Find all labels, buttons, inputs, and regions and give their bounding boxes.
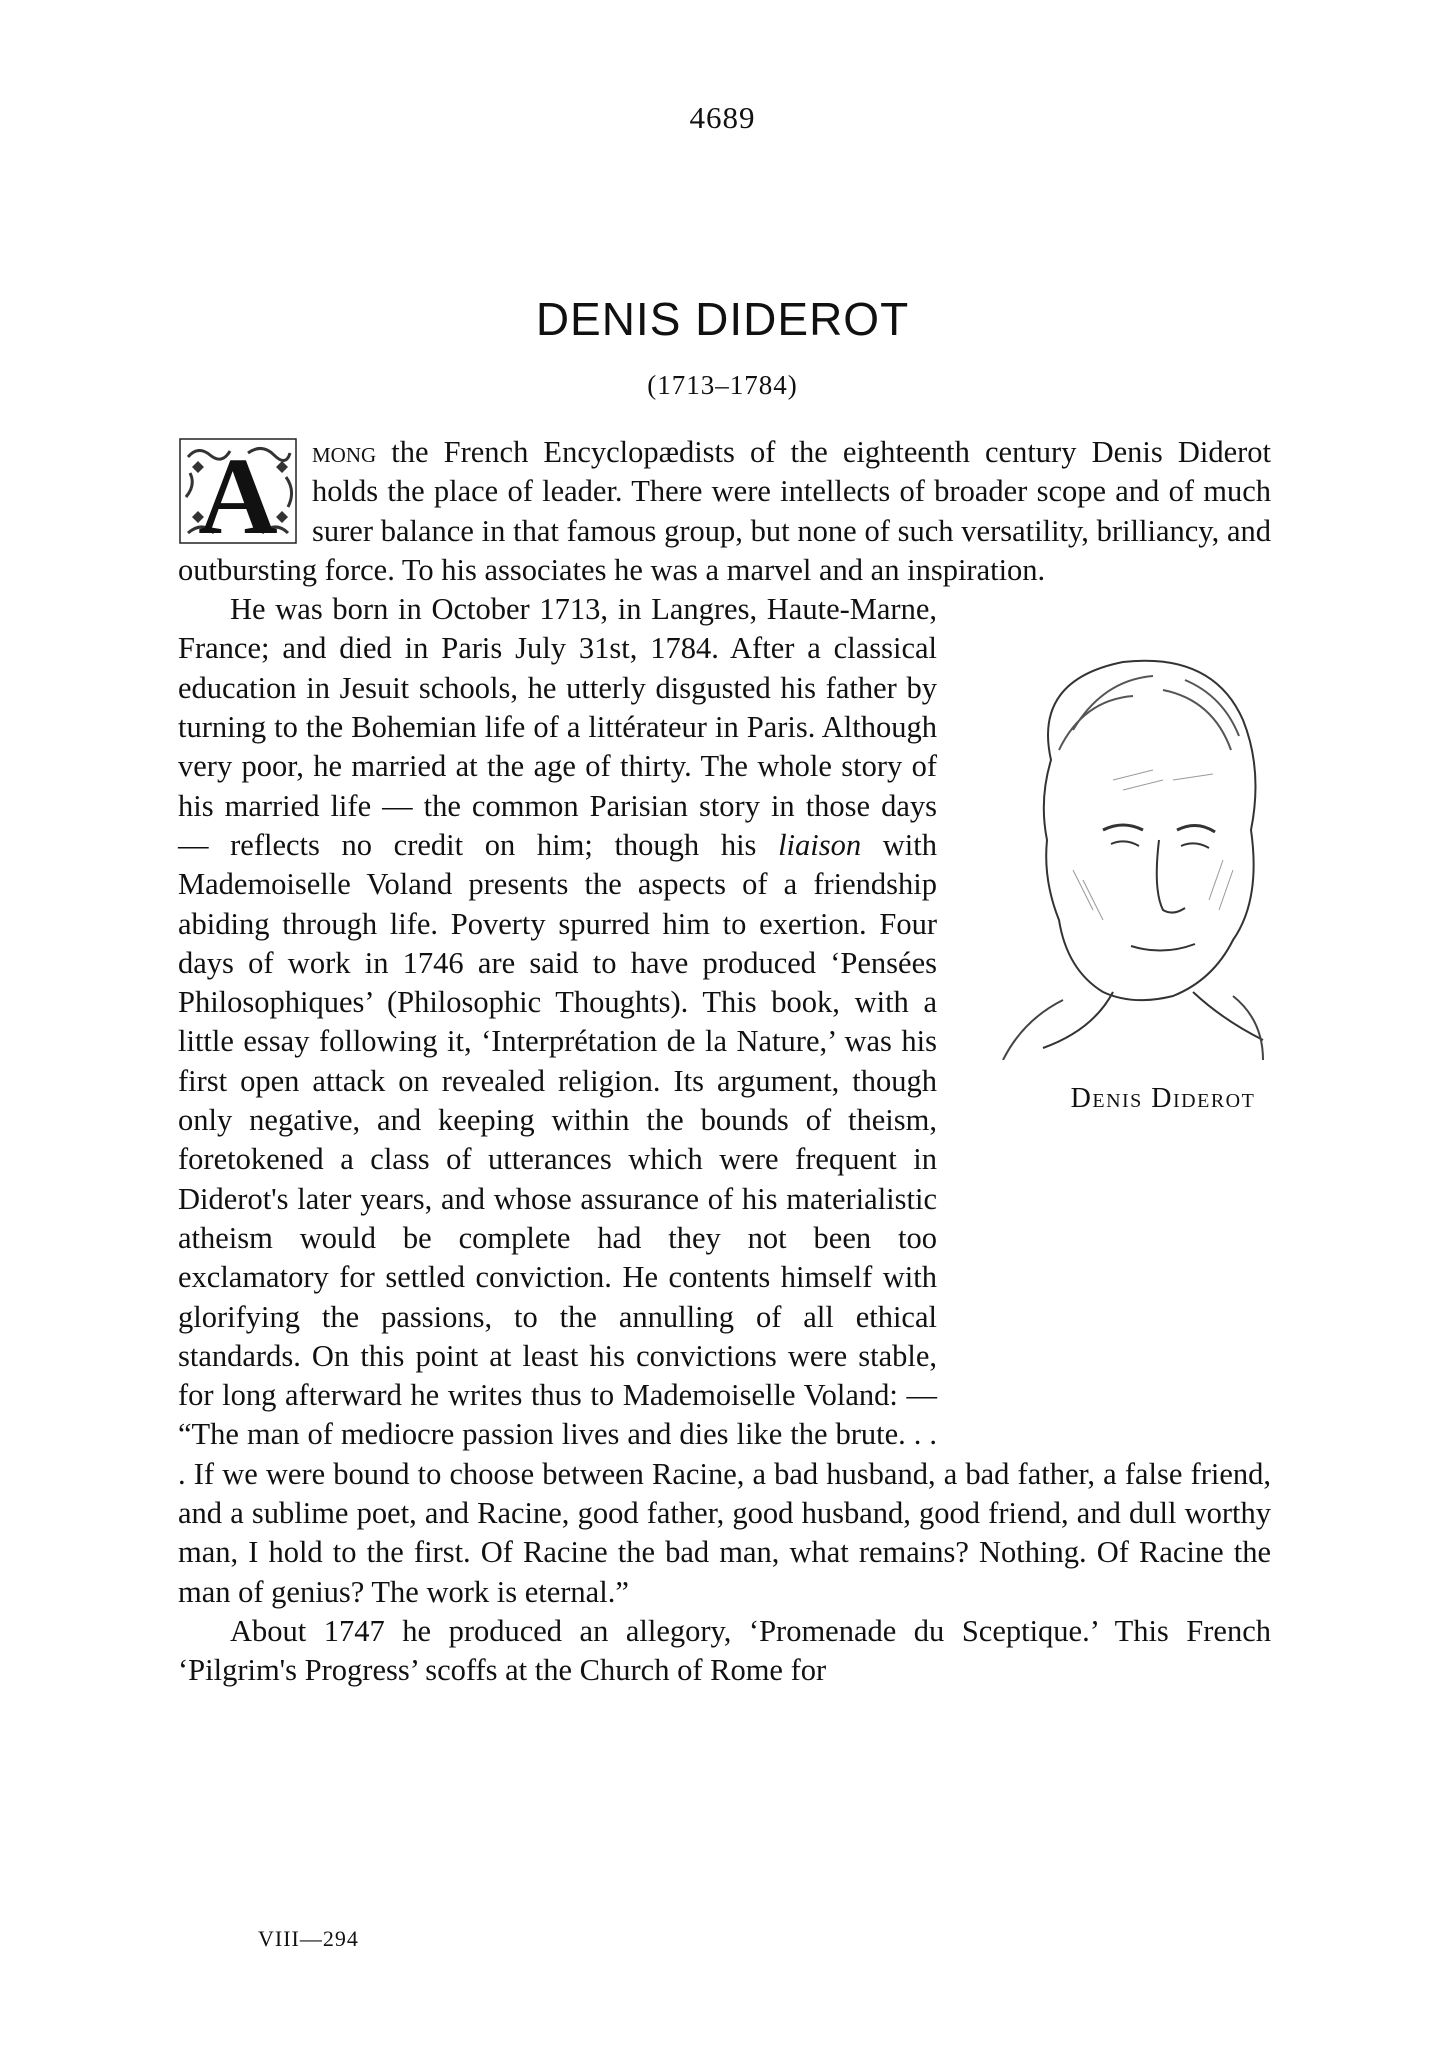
italic-word: liaison	[778, 827, 862, 862]
intro-smallcaps: mong	[312, 435, 377, 469]
ornamental-dropcap-icon	[178, 437, 298, 545]
allegory-paragraph: About 1747 he produced an allegory, ‘Promenade du Sceptique.’ This French ‘Pilgrim's Progress’ scoffs at the Church of Rome for	[178, 1613, 1271, 1688]
article-body	[178, 433, 1271, 1691]
portrait-figure	[963, 590, 1311, 1430]
intro-paragraph	[178, 433, 1271, 590]
life-dates: (1713–1784)	[647, 370, 798, 400]
portrait-caption: Denis Diderot	[1070, 1083, 1256, 1115]
signature-mark: VIII—294	[258, 1926, 359, 1951]
biography-paragraph	[178, 590, 1271, 1612]
portrait-image	[963, 640, 1311, 1060]
intro-text: the French Encyclopædists of the eighteenth century Denis Diderot holds the place of leader. There were intellects of broader scope and of much surer balance in that famous group, but none of such versatility, brilliancy, and outbursting force. To his associates he was a marvel and an inspiration.	[178, 435, 1271, 587]
biography-text-a: He was born in October 1713, in Langres, Haute-Marne, France; and died in Paris July 31st, 1784. After a classical education in Jesuit schools, he utterly disgusted his father by turning to the Bohemian life of a littérateur in Paris. Although very poor, he married at the age of thirty. The whole story of his married life — the common Parisian story in those days — reflects no credit on him; though his	[178, 592, 937, 862]
page-title: DENIS DIDEROT	[535, 293, 910, 345]
page-number: 4689	[689, 100, 756, 135]
dropcap-letter: A	[198, 437, 278, 545]
biography-text-b: with Mademoiselle Voland presents the aspects of a friendship abiding through life. Poverty spurred him to exertion. Four days of work in 1746 are said to have produced ‘Pensées Philosophiques’ (Philosophic Thoughts). This book, with a little essay following it, ‘Interprétation de la Nature,’ was his first open attack on revealed religion. Its argument, though only negative, and keeping within the bounds of theism, foretokened a class of utterances which were frequent in Diderot's later years, and whose assurance of his materialistic atheism would be complete had they not been too exclamatory for settled conviction. He contents himself with glorifying the passions, to the annulling of all ethical standards. On this point at least his convictions were stable, for long afterward he writes thus to Mademoiselle Voland: — “The man of mediocre passion lives and dies like the brute. . . . If we were bound to choose between Racine, a bad husband, a bad father, a false friend, and a sublime poet, and Racine, good father, good husband, good friend, and dull worthy man, I hold to the first. Of Racine the bad man, what remains? Nothing. Of Racine the man of genius? The work is eternal.”	[178, 827, 1271, 1609]
